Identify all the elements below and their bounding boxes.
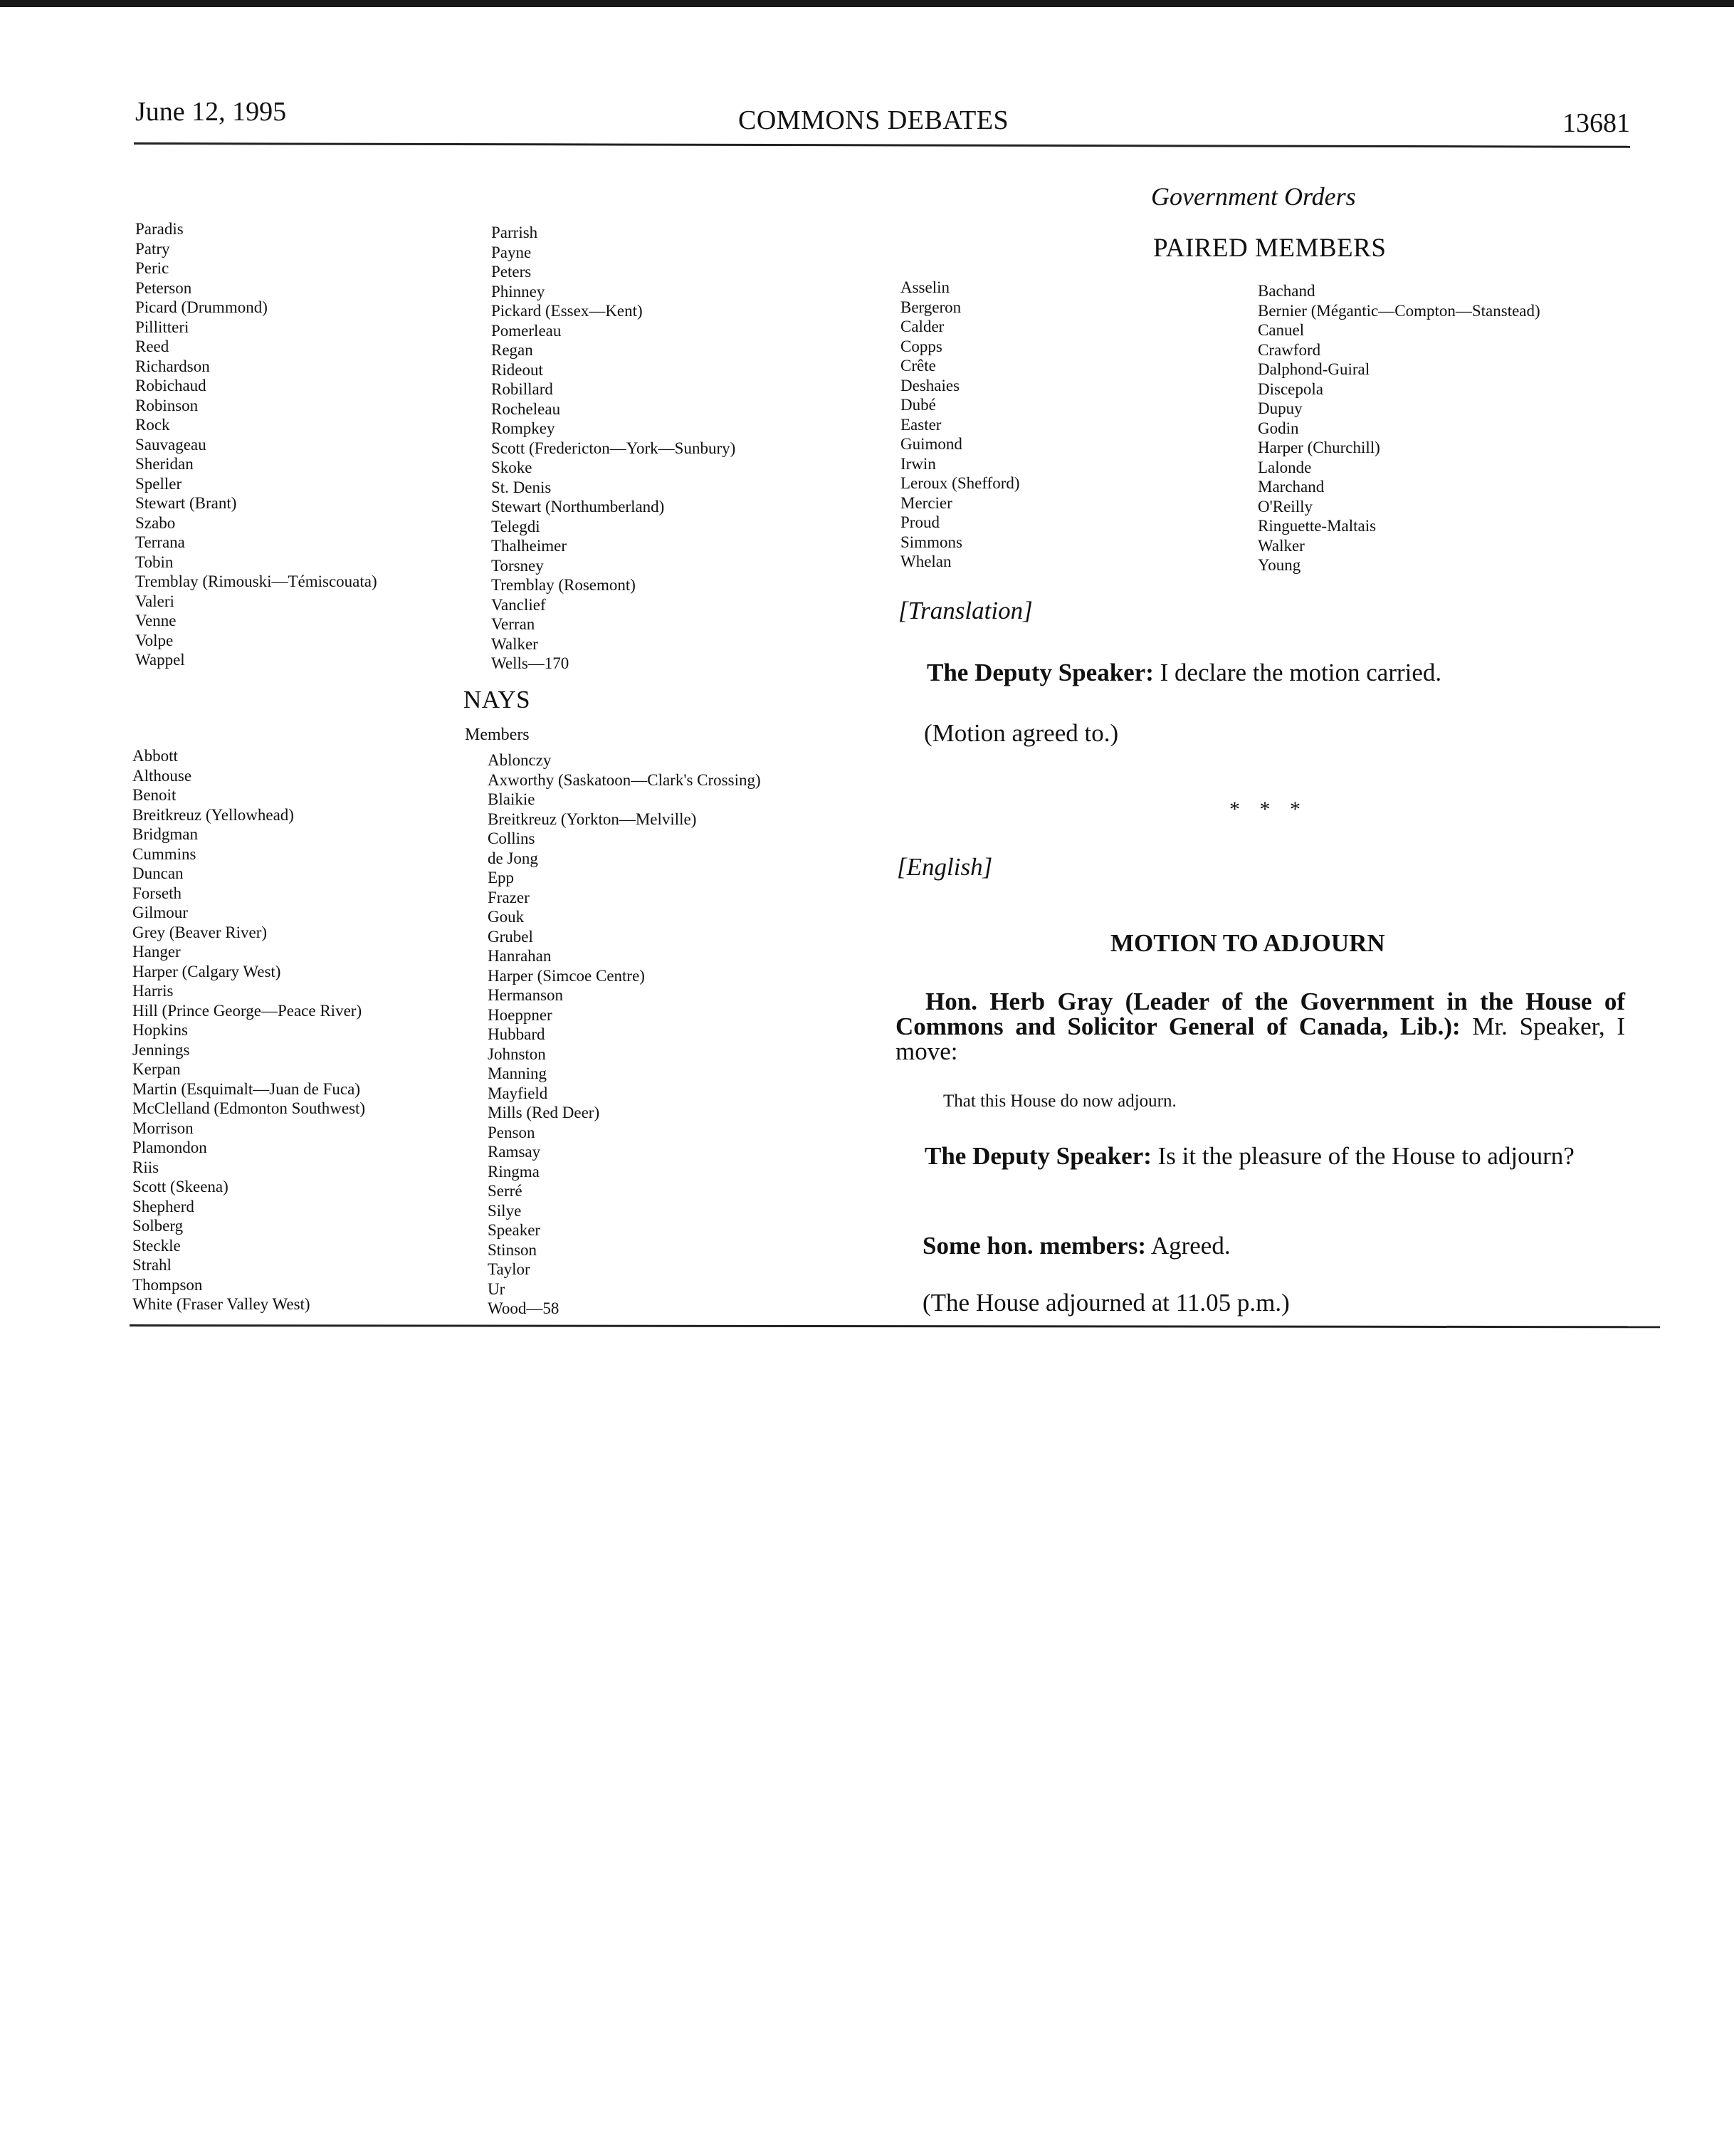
member-name: Leroux (Shefford): [900, 474, 1020, 492]
member-name: Harper (Simcoe Centre): [488, 966, 645, 985]
member-name: Steckle: [132, 1236, 181, 1255]
member-name: Pomerleau: [491, 321, 562, 340]
adjournment-note: (The House adjourned at 11.05 p.m.): [923, 1289, 1290, 1317]
member-name: Rideout: [491, 360, 543, 379]
member-name: Pillitteri: [135, 318, 189, 336]
member-name: Discepola: [1258, 380, 1323, 398]
member-name: Guimond: [900, 435, 962, 453]
member-name: Patry: [135, 239, 170, 258]
member-name: Godin: [1258, 419, 1299, 437]
member-name: Gilmour: [132, 904, 188, 921]
yeas-column-2: [491, 223, 735, 674]
member-name: Robinson: [135, 396, 199, 414]
member-name: Riis: [132, 1158, 159, 1176]
header-title: COMMONS DEBATES: [738, 105, 1009, 135]
member-name: Telegdi: [491, 517, 540, 535]
member-name: Simmons: [900, 533, 962, 551]
member-name: Copps: [900, 337, 942, 355]
member-name: Ablonczy: [488, 751, 552, 769]
member-name: Bridgman: [132, 825, 198, 843]
member-name: Gouk: [488, 908, 525, 926]
member-name: Cummins: [132, 844, 196, 863]
member-name: Hermanson: [488, 986, 564, 1004]
member-name: Blaikie: [488, 790, 535, 808]
member-name: Crawford: [1258, 340, 1321, 359]
member-name: Tobin: [135, 553, 174, 571]
member-name: Hanrahan: [488, 947, 552, 965]
member-name: Picard (Drummond): [135, 298, 268, 316]
member-name: Rock: [135, 416, 170, 434]
member-name: Sheridan: [135, 455, 194, 473]
paired-members-heading: PAIRED MEMBERS: [1153, 234, 1387, 263]
member-name: Axworthy (Saskatoon—Clark's Crossing): [488, 770, 761, 789]
member-name: Skoke: [491, 459, 532, 476]
deputy-speaker-question: [895, 1143, 1624, 1170]
member-name: Bernier (Mégantic—Compton—Stanstead): [1258, 301, 1540, 320]
member-name: Proud: [900, 513, 940, 531]
member-name: Marchand: [1258, 478, 1325, 496]
member-name: Ringma: [488, 1162, 540, 1181]
member-name: Harris: [132, 982, 174, 1000]
member-name: Hoeppner: [488, 1005, 552, 1024]
speaker-name: Hon. Herb Gray (Leader of the Government in the House of Commons and Solicitor General of Canada, Lib.):: [895, 988, 1625, 1040]
statement-text: I declare the motion carried.: [1153, 659, 1442, 686]
member-name: Pickard (Essex—Kent): [491, 302, 643, 320]
member-name: Volpe: [135, 631, 174, 649]
member-name: Althouse: [132, 766, 192, 785]
member-name: Scott (Skeena): [132, 1178, 228, 1195]
member-name: McClelland (Edmonton Southwest): [132, 1099, 366, 1117]
member-name: Torsney: [491, 556, 544, 575]
member-name: Plamondon: [132, 1139, 207, 1156]
motion-text: That this House do now adjourn.: [943, 1092, 1177, 1111]
member-name: Robichaud: [135, 377, 206, 394]
member-name: Morrison: [132, 1119, 194, 1137]
member-name: Wells—170: [491, 654, 569, 672]
statement-text: Mr. Speaker, I move:: [895, 1012, 1626, 1065]
header-page-number: 13681: [1562, 108, 1630, 138]
member-name: Duncan: [132, 864, 184, 882]
member-name: Paradis: [135, 220, 184, 238]
yeas-column-1: [135, 219, 377, 670]
member-name: Speaker: [488, 1221, 541, 1239]
paired-column-right: [1258, 281, 1540, 575]
member-name: Taylor: [488, 1260, 530, 1278]
member-name: Mercier: [900, 493, 952, 512]
member-name: Walker: [491, 634, 538, 653]
member-name: Vanclief: [491, 595, 546, 614]
member-name: Bergeron: [900, 298, 962, 316]
member-name: Sauvageau: [135, 435, 206, 454]
member-name: Epp: [488, 869, 515, 886]
header-date: June 12, 1995: [135, 97, 287, 127]
deputy-speaker-statement: [927, 659, 1441, 687]
member-name: Peric: [135, 259, 169, 277]
member-name: de Jong: [488, 849, 538, 867]
speaker-name: The Deputy Speaker:: [925, 1142, 1152, 1170]
member-name: White (Fraser Valley West): [132, 1295, 310, 1313]
member-name: Reed: [135, 337, 169, 355]
member-name: Harper (Calgary West): [132, 962, 281, 980]
member-name: Frazer: [488, 888, 530, 906]
member-name: Lalonde: [1258, 458, 1312, 476]
motion-agreed-note: (Motion agreed to.): [924, 719, 1119, 747]
member-name: Ringuette-Maltais: [1258, 517, 1377, 535]
member-name: Scott (Fredericton—York—Sunbury): [491, 439, 736, 457]
scan-edge: [0, 0, 1734, 7]
member-name: Harper (Churchill): [1258, 439, 1380, 456]
member-name: Peterson: [135, 278, 192, 297]
member-name: Payne: [491, 243, 532, 261]
member-name: Manning: [488, 1064, 547, 1082]
member-name: Breitkreuz (Yorkton—Melville): [488, 810, 697, 828]
member-name: Hopkins: [132, 1021, 188, 1039]
member-name: Strahl: [132, 1256, 172, 1274]
member-name: Stewart (Northumberland): [491, 498, 665, 516]
member-name: Irwin: [900, 454, 936, 473]
member-name: Deshaies: [900, 376, 960, 394]
member-name: Ramsay: [488, 1143, 541, 1161]
gray-statement: [895, 989, 1625, 1064]
member-name: Breitkreuz (Yellowhead): [132, 805, 294, 824]
member-name: Hubbard: [488, 1025, 545, 1043]
member-name: Johnston: [488, 1045, 546, 1063]
member-name: Terrana: [135, 533, 185, 551]
nays-subheading: Members: [465, 726, 530, 744]
member-name: Forseth: [132, 884, 182, 902]
member-name: Easter: [900, 415, 942, 434]
member-name: Benoit: [132, 786, 177, 804]
member-name: Young: [1258, 556, 1301, 574]
member-name: Verran: [491, 615, 535, 633]
member-name: Tremblay (Rimouski—Témiscouata): [135, 572, 377, 590]
member-name: Mayfield: [488, 1084, 548, 1102]
member-name: Silye: [488, 1201, 522, 1220]
member-name: Parrish: [491, 224, 538, 241]
member-name: Asselin: [900, 278, 950, 296]
motion-heading: MOTION TO ADJOURN: [1110, 929, 1385, 957]
paired-column-left: [900, 278, 1020, 572]
member-name: Grubel: [488, 927, 533, 946]
section-label: Government Orders: [1151, 182, 1356, 211]
member-name: Abbott: [132, 747, 178, 765]
header-rule: [134, 142, 1630, 148]
member-name: Jennings: [132, 1040, 190, 1059]
member-name: Penson: [488, 1123, 535, 1141]
member-name: Venne: [135, 612, 177, 629]
member-name: Richardson: [135, 357, 210, 375]
member-name: Speller: [135, 474, 182, 493]
member-name: Martin (Esquimalt—Juan de Fuca): [132, 1079, 361, 1098]
member-name: Collins: [488, 830, 535, 847]
member-name: Valeri: [135, 592, 174, 610]
member-name: Peters: [491, 263, 532, 281]
member-name: Grey (Beaver River): [132, 923, 268, 941]
member-name: Hanger: [132, 943, 181, 961]
nays-column-1: [132, 746, 365, 1314]
member-name: Canuel: [1258, 321, 1305, 339]
member-name: Kerpan: [132, 1060, 181, 1078]
nays-heading: NAYS: [463, 686, 531, 713]
member-name: Ur: [488, 1280, 505, 1298]
translation-tag: [Translation]: [898, 597, 1033, 624]
member-name: Whelan: [900, 553, 952, 570]
member-name: Phinney: [491, 282, 545, 300]
footer-rule: [130, 1324, 1660, 1328]
member-name: Crête: [900, 357, 936, 375]
member-name: Regan: [491, 341, 533, 359]
member-name: Serré: [488, 1182, 522, 1200]
member-name: Wood—58: [488, 1299, 559, 1317]
member-name: Calder: [900, 318, 945, 335]
speaker-name: The Deputy Speaker:: [927, 659, 1154, 686]
member-name: Solberg: [132, 1217, 184, 1235]
member-name: Hill (Prince George—Peace River): [132, 1001, 362, 1020]
member-name: Thompson: [132, 1275, 203, 1294]
member-name: O'Reilly: [1258, 497, 1313, 516]
statement-text: Agreed.: [1146, 1232, 1231, 1260]
statement-text: Is it the pleasure of the House to adjourn?: [1151, 1142, 1575, 1170]
member-name: Rompkey: [491, 419, 555, 437]
member-name: Bachand: [1258, 282, 1315, 300]
member-name: St. Denis: [491, 478, 552, 496]
member-name: Thalheimer: [491, 537, 567, 555]
nays-column-2: [488, 750, 761, 1319]
member-name: Dubé: [900, 396, 936, 414]
english-tag: [English]: [897, 853, 993, 881]
member-name: Szabo: [135, 513, 176, 532]
member-name: Shepherd: [132, 1197, 194, 1215]
member-name: Stinson: [488, 1240, 537, 1259]
member-name: Wappel: [135, 651, 185, 669]
member-name: Mills (Red Deer): [488, 1104, 600, 1121]
member-name: Dupuy: [1258, 399, 1303, 417]
member-name: Tremblay (Rosemont): [491, 576, 636, 594]
section-separator: * * *: [1229, 797, 1308, 821]
member-name: Rocheleau: [491, 399, 561, 418]
member-name: Robillard: [491, 380, 553, 398]
member-name: Walker: [1258, 536, 1305, 555]
speaker-name: Some hon. members:: [923, 1232, 1146, 1260]
member-name: Dalphond-Guiral: [1258, 360, 1370, 378]
member-name: Stewart (Brant): [135, 494, 237, 512]
members-response: [923, 1232, 1231, 1260]
